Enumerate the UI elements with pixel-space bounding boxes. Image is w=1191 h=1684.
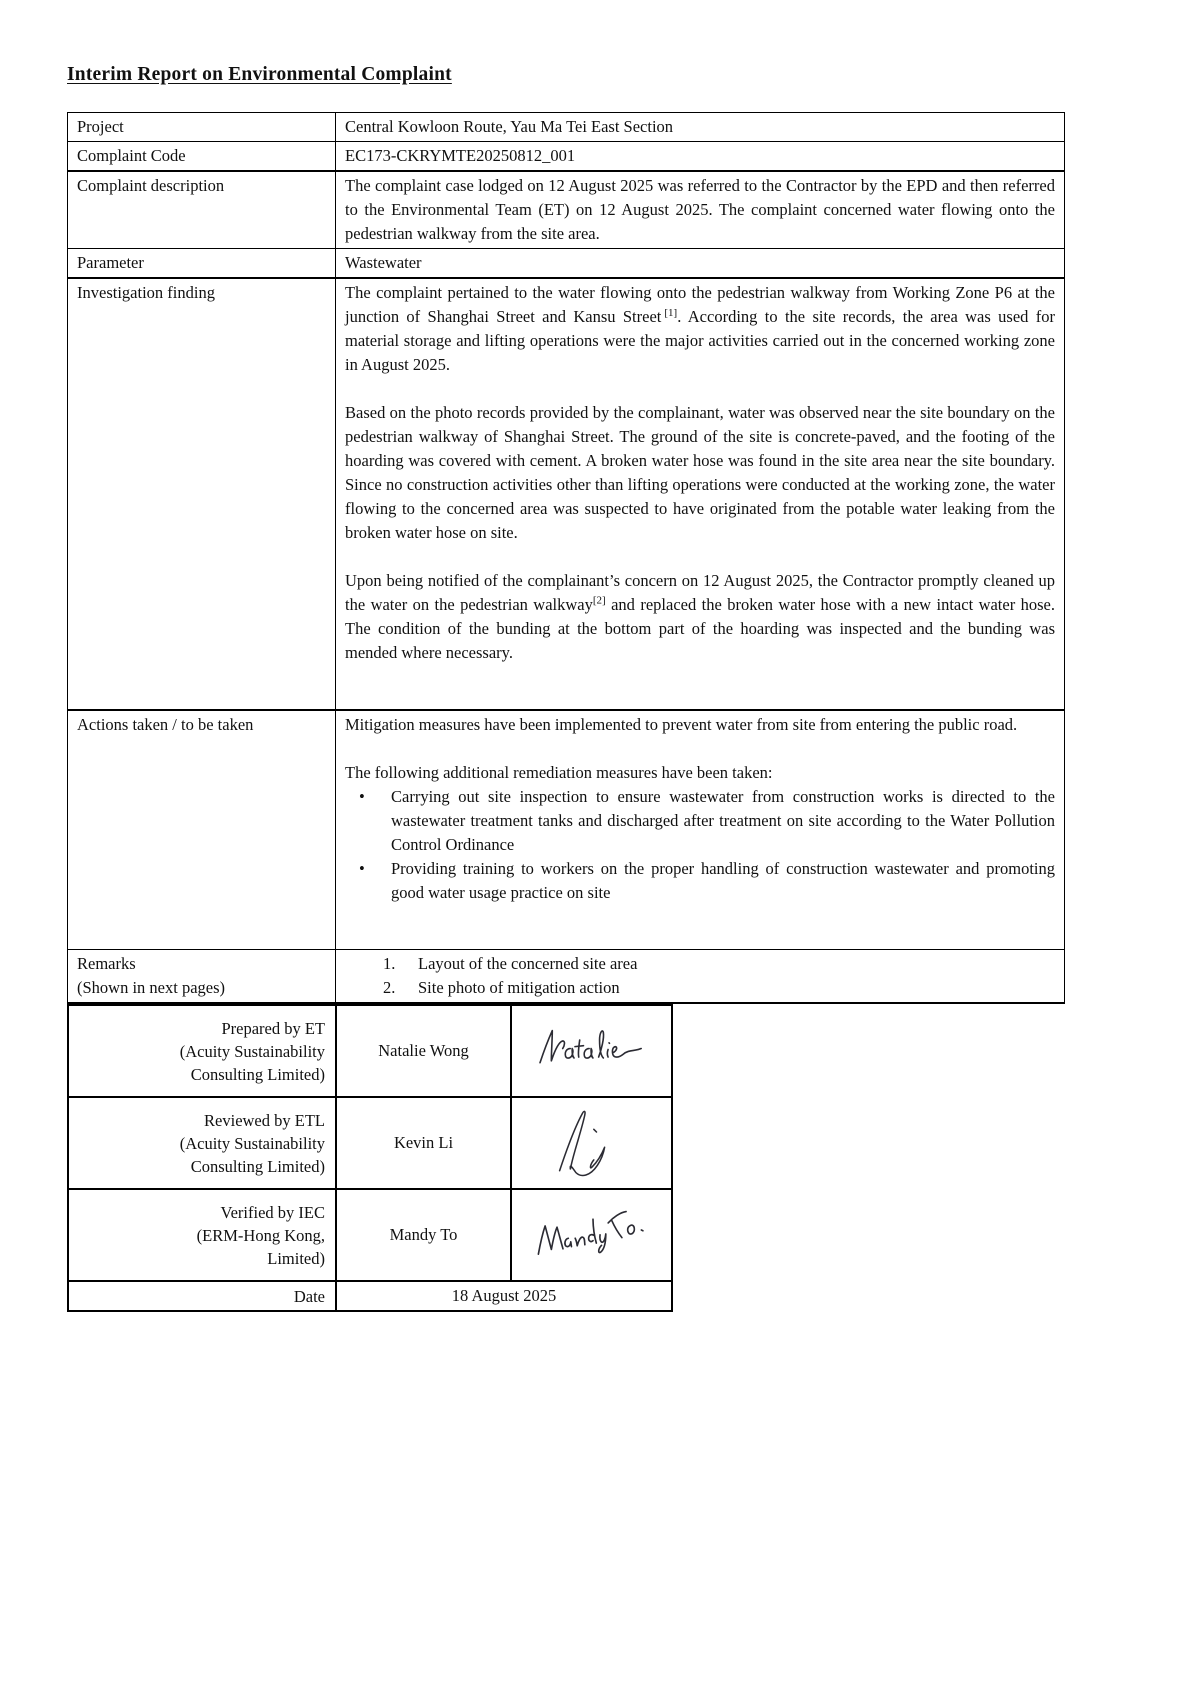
action-bullet-text: Providing training to workers on the proper handling of construction wastewater and promoting good water usage practice on site <box>391 859 1055 902</box>
table-row-project <box>68 113 1065 142</box>
investigation-paragraph-3: Upon being notified of the complainant’s concern on 12 August 2025, the Contractor promptly cleaned up the water on the pedestrian walkway[2] and replaced the broken water hose with a new intact water hose. The condition of the bunding at the bottom part of the hoarding was inspected and the bunding was mended where necessary. <box>345 571 1055 662</box>
actions-paragraph-2: The following additional remediation measures have been taken: <box>345 763 773 782</box>
actions-paragraph-1: Mitigation measures have been implemented to prevent water from site from entering the public road. <box>345 715 1018 734</box>
signature-mandy <box>511 1189 672 1281</box>
action-bullet-text: Carrying out site inspection to ensure wastewater from construction works is directed to the wastewater treatment tanks and discharged after treatment on site according to the Water Pollution Control Ordinance <box>391 787 1055 854</box>
natalie-signature-icon <box>528 1023 656 1075</box>
actions-taken-value <box>336 710 1065 950</box>
remarks-list <box>345 952 1055 1000</box>
project-value: Central Kowloon Route, Yau Ma Tei East Section <box>336 113 1065 142</box>
signoff-row-prepared <box>68 1005 672 1097</box>
investigation-finding-label: Investigation finding <box>68 278 336 710</box>
table-row-investigation-finding <box>68 278 1065 710</box>
remark-item <box>383 976 1055 1000</box>
table-row-parameter <box>68 249 1065 279</box>
parameter-label: Parameter <box>68 249 336 279</box>
investigation-paragraph-2: Based on the photo records provided by the complainant, water was observed near the site boundary on the pedestrian walkway of Shanghai Street. The ground of the site is concrete-paved, and the footing of the hoarding was covered with cement. A broken water hose was found in the site area near the site boundary. Since no construction activities other than lifting operations were conducted at the working zone, the water flowing to the concerned area was suspected to have originated from the potable water leaking from the broken water hose on site. <box>345 403 1055 542</box>
date-value: 18 August 2025 <box>336 1281 672 1311</box>
investigation-finding-value <box>336 278 1065 710</box>
footnote-ref-1: [1] <box>664 306 678 319</box>
complaint-report-table <box>67 112 1065 1004</box>
table-row-actions-taken <box>68 710 1065 950</box>
bullet-icon: • <box>359 859 365 878</box>
complaint-code-label: Complaint Code <box>68 142 336 172</box>
bullet-icon: • <box>359 787 365 806</box>
date-label: Date <box>68 1281 336 1311</box>
table-row-complaint-code <box>68 142 1065 172</box>
verified-by-label: Verified by IEC (ERM-Hong Kong, Limited) <box>68 1189 336 1281</box>
remark-text: Site photo of mitigation action <box>418 978 620 997</box>
reviewed-by-name: Kevin Li <box>336 1097 511 1189</box>
kevin-signature-icon <box>538 1101 646 1181</box>
signature-natalie <box>511 1005 672 1097</box>
remark-number: 2. <box>383 978 396 997</box>
table-row-remarks <box>68 950 1065 1004</box>
remarks-label: Remarks (Shown in next pages) <box>68 950 336 1004</box>
project-label: Project <box>68 113 336 142</box>
signoff-row-date <box>68 1281 672 1311</box>
complaint-code-value: EC173-CKRYMTE20250812_001 <box>336 142 1065 172</box>
prepared-by-name: Natalie Wong <box>336 1005 511 1097</box>
remark-item <box>383 952 1055 976</box>
page-title: Interim Report on Environmental Complaint <box>67 64 452 85</box>
reviewed-by-label: Reviewed by ETL (Acuity Sustainability Consulting Limited) <box>68 1097 336 1189</box>
verified-by-name: Mandy To <box>336 1189 511 1281</box>
action-bullet-item <box>345 785 1055 857</box>
mandy-signature-icon <box>520 1194 663 1270</box>
table-row-complaint-description <box>68 171 1065 249</box>
prepared-by-label: Prepared by ET (Acuity Sustainability Consulting Limited) <box>68 1005 336 1097</box>
complaint-description-value: The complaint case lodged on 12 August 2025 was referred to the Contractor by the EPD and then referred to the Environmental Team (ET) on 12 August 2025. The complaint concerned water flowing onto the pedestrian walkway from the site area. <box>336 171 1065 249</box>
footnote-ref-2: [2] <box>592 594 606 607</box>
signature-kevin <box>511 1097 672 1189</box>
investigation-paragraph-1: The complaint pertained to the water flowing onto the pedestrian walkway from Working Zone P6 at the junction of Shanghai Street and Kansu Street [1]. According to the site records, the area was used for material storage and lifting operations were the major activities carried out in the concerned working zone in August 2025. <box>345 283 1056 374</box>
signoff-row-verified <box>68 1189 672 1281</box>
remark-number: 1. <box>383 954 396 973</box>
action-bullet-item <box>345 857 1055 905</box>
parameter-value: Wastewater <box>336 249 1065 279</box>
signoff-table <box>67 1004 673 1312</box>
remark-text: Layout of the concerned site area <box>418 954 638 973</box>
complaint-description-label: Complaint description <box>68 171 336 249</box>
remarks-value <box>336 950 1065 1004</box>
actions-taken-label: Actions taken / to be taken <box>68 710 336 950</box>
signoff-row-reviewed <box>68 1097 672 1189</box>
